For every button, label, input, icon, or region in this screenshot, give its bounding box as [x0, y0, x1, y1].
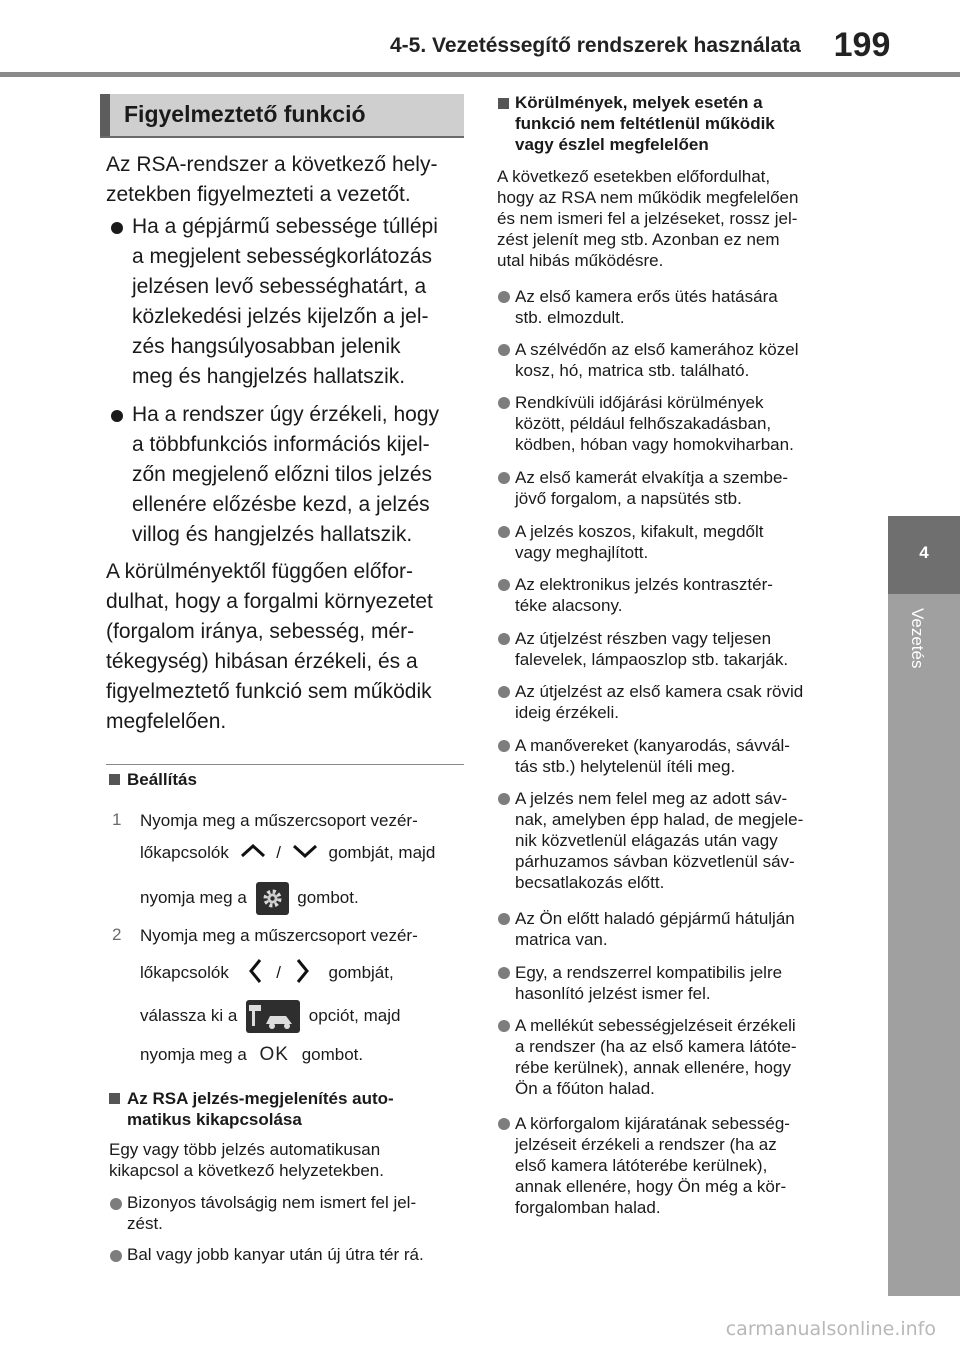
chevron-down-icon	[292, 843, 318, 864]
conditions-text: A következő esetekben előfordulhat, hogy az RSA nem működik megfelelően és nem ismeri fel a jelzéseket, rossz jel- zést jelenít meg stb. Azonban ez nem utal hibás működésre.	[497, 167, 799, 270]
section-heading-text: Figyelmeztető funkció	[124, 101, 366, 127]
square-bullet-icon	[109, 1093, 120, 1104]
bullet-icon	[498, 397, 510, 409]
bullet-icon	[498, 686, 510, 698]
list-item: Az első kamerát elvakítja a szembe- jövő forgalom, a napsütés stb.	[515, 468, 789, 508]
intro-paragraph: Az RSA-rendszer a következő hely- zetekben figyelmezteti a vezetőt.	[106, 153, 438, 206]
bullet-icon	[498, 1020, 510, 1032]
list-item: A jelzés koszos, kifakult, megdőlt vagy meghajlított.	[515, 522, 764, 562]
step-text: Nyomja meg a műszercsoport vezér-	[140, 926, 418, 945]
bullet-icon	[111, 410, 123, 422]
bullet-icon	[110, 1198, 122, 1210]
bullet-icon	[498, 913, 510, 925]
note-paragraph: A körülményektől függően előfor- dulhat, hogy a forgalmi környezetet (forgalom iránya, sebesség, mér- tékegység) hibásan érzékeli, és a figyelmeztető funkció sem működik megfelelően.	[106, 560, 433, 733]
list-item: A szélvédőn az első kamerához közel kosz, hó, matrica stb. található.	[515, 340, 799, 380]
chapter-tab-label: Vezetés	[908, 608, 927, 669]
bullet-icon	[498, 472, 510, 484]
bullet-icon	[498, 526, 510, 538]
section-heading	[100, 94, 464, 136]
bullet-icon	[498, 967, 510, 979]
chevron-right-icon	[296, 958, 310, 989]
step-text-line: lőkapcsolók / gombját,	[140, 958, 394, 989]
bullet-icon	[498, 579, 510, 591]
step-text-line: nyomja meg a OK gombot.	[140, 1044, 364, 1065]
auto-off-text: Egy vagy több jelzés automatikusan kikapcsol a következő helyzetekben.	[109, 1140, 384, 1180]
auto-off-heading: Az RSA jelzés-megjelenítés auto- matikus kikapcsolása	[127, 1089, 394, 1129]
list-item: A mellékút sebességjelzéseit érzékeli a rendszer (ha az első kamera látóte- rébe kerülnek), annak ellenére, hogy Ön a főúton halad.	[515, 1016, 797, 1098]
square-bullet-icon	[498, 98, 509, 109]
step-text-line: nyomja meg a gombot.	[140, 882, 359, 915]
ok-button-glyph: OK	[259, 1044, 289, 1065]
list-item: Az első kamera erős ütés hatására stb. elmozdult.	[515, 287, 778, 327]
bullet-icon	[498, 1118, 510, 1130]
list-item: Ha a gépjármű sebessége túllépi a megjelent sebességkorlátozás jelzésen levő sebességhatárt, a közlekedési jelzés kijelzőn a jel- zés hangsúlyosabban jelenik meg és hangjelzés hallatszik.	[132, 215, 438, 388]
running-header: 4-5. Vezetéssegítő rendszerek használata	[390, 34, 801, 57]
bullet-icon	[110, 1250, 122, 1262]
list-item: Az útjelzést az első kamera csak rövid ideig érzékeli.	[515, 682, 804, 722]
list-item: A körforgalom kijáratának sebesség- jelzéseit érzékeli a rendszer (ha az első kamera látóterébe kerülnek), annak ellenére, hogy Ön még a kör- forgalomban halad.	[515, 1114, 790, 1217]
bullet-icon	[498, 793, 510, 805]
list-item: A jelzés nem felel meg az adott sáv- nak, amelyben épp halad, de megjele- nik közvetlenül elágazás után vagy párhuzamos sávban közvetlenül sáv- becsatlakozás előtt.	[515, 789, 804, 892]
section-heading-underline	[100, 136, 464, 138]
step-number: 1	[112, 810, 122, 829]
watermark: carmanualsonline.info	[725, 1318, 936, 1340]
bullet-icon	[111, 222, 123, 234]
step-text-line: válassza ki a opciót, majd	[140, 1000, 400, 1033]
chapter-tab-strip	[888, 594, 960, 1296]
step-text: Nyomja meg a műszercsoport vezér-	[140, 811, 418, 830]
chapter-tab-number: 4	[919, 543, 929, 562]
road-sign-car-icon	[246, 1000, 300, 1033]
bullet-icon	[498, 291, 510, 303]
conditions-heading: Körülmények, melyek esetén a funkció nem feltétlenül működik vagy észlel megfelelően	[515, 93, 775, 154]
list-item: Bal vagy jobb kanyar után új útra tér rá.	[127, 1245, 424, 1264]
divider	[106, 764, 464, 765]
step-text-line: lőkapcsolók / gombját, majd	[140, 842, 435, 864]
page-number: 199	[833, 26, 891, 64]
list-item: Az útjelzést részben vagy teljesen falevelek, lámpaoszlop stb. takarják.	[515, 629, 789, 669]
list-item: Az elektronikus jelzés kontrasztér- téke alacsony.	[515, 575, 773, 615]
settings-heading: Beállítás	[127, 770, 197, 789]
list-item: A manővereket (kanyarodás, sávvál- tás stb.) helytelenül ítéli meg.	[515, 736, 790, 776]
chevron-left-icon	[248, 958, 262, 989]
list-item: Ha a rendszer úgy érzékeli, hogy a többfunkciós információs kijel- zőn megjelenő előzni tilos jelzés ellenére előzésbe kezd, a jelzés villog és hangjelzés hallatszik.	[132, 403, 439, 546]
list-item: Egy, a rendszerrel kompatibilis jelre hasonlító jelzést ismer fel.	[515, 963, 783, 1003]
list-item: Rendkívüli időjárási körülmények között, például felhőszakadásban, ködben, hóban vagy homokviharban.	[515, 393, 794, 454]
list-item: Bizonyos távolságig nem ismert fel jel- zést.	[127, 1193, 417, 1233]
bullet-icon	[498, 633, 510, 645]
chevron-up-icon	[240, 843, 266, 864]
gear-icon	[256, 882, 289, 915]
header-rule	[0, 72, 960, 77]
list-item: Az Ön előtt haladó gépjármű hátulján matrica van.	[515, 909, 795, 949]
square-bullet-icon	[109, 774, 120, 785]
bullet-icon	[498, 740, 510, 752]
section-heading-bar	[100, 94, 110, 136]
step-number: 2	[112, 925, 122, 944]
bullet-icon	[498, 344, 510, 356]
